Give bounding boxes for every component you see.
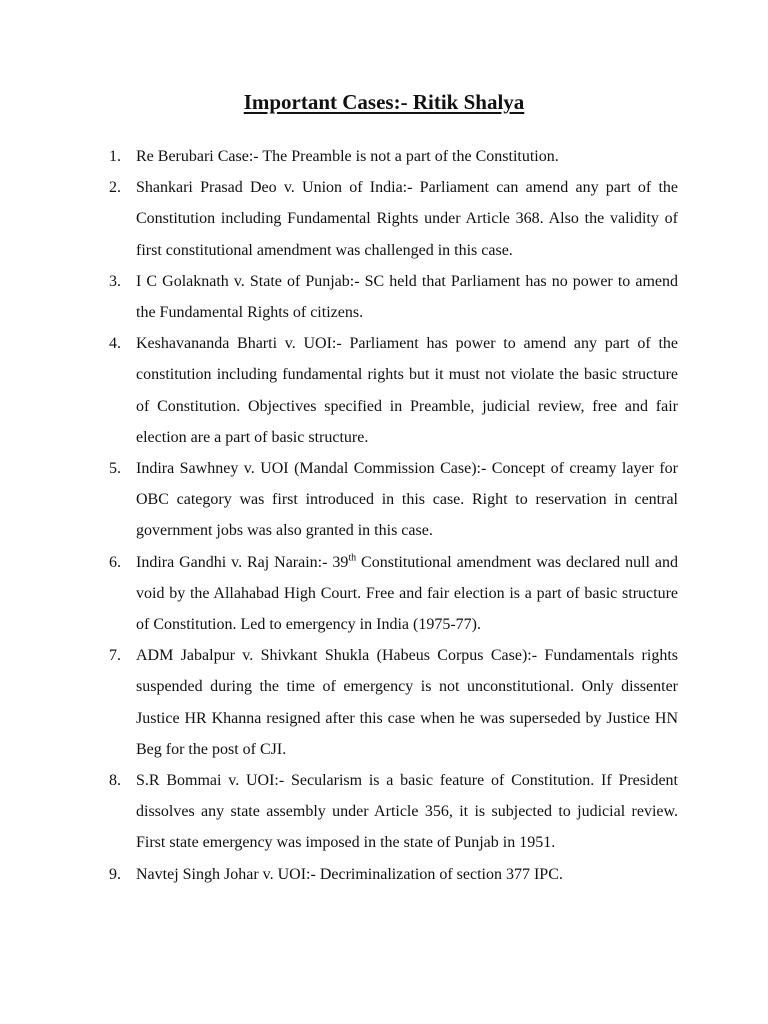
list-item-number: 6. <box>109 553 121 571</box>
list-item-text <box>136 554 678 633</box>
list-item-case-3 <box>103 266 678 328</box>
list-item-text: ADM Jabalpur v. Shivkant Shukla (Habeus Corpus Case):- Fundamentals rights suspended during the time of emergency is not unconstitutional. Only dissenter Justice HR Khanna resigned after this case when he was superseded by Justice HN Beg for the post of CJI. <box>136 647 678 758</box>
list-item-text: Keshavananda Bharti v. UOI:- Parliament has power to amend any part of the constitution including fundamental rights but it must not violate the basic structure of Constitution. Objectives specified in Preamble, judicial review, free and fair election are a part of basic structure. <box>136 335 678 446</box>
list-item-case-4 <box>103 328 678 453</box>
case-list <box>103 141 678 890</box>
list-item-text: S.R Bommai v. UOI:- Secularism is a basic feature of Constitution. If President dissolves any state assembly under Article 356, it is subjected to judicial review. First state emergency was imposed in the state of Punjab in 1951. <box>136 772 678 852</box>
list-item-number: 5. <box>109 460 121 478</box>
list-item-text: Shankari Prasad Deo v. Union of India:- Parliament can amend any part of the Constitution including Fundamental Rights under Article 368. Also the validity of first constitutional amendment was challenged in this case. <box>136 179 678 259</box>
list-item-text: Navtej Singh Johar v. UOI:- Decriminalization of section 377 IPC. <box>136 865 563 883</box>
list-item-number: 9. <box>109 865 121 883</box>
list-item-text: I C Golaknath v. State of Punjab:- SC held that Parliament has no power to amend the Fundamental Rights of citizens. <box>136 272 678 322</box>
list-item-number: 8. <box>109 772 121 790</box>
list-item-case-6 <box>103 547 678 641</box>
list-item-text: Indira Sawhney v. UOI (Mandal Commission Case):- Concept of creamy layer for OBC category was first introduced in this case. Right to reservation in central government jobs was also granted in this case. <box>136 460 678 540</box>
list-item-number: 2. <box>109 179 121 197</box>
case-text-after: Constitutional amendment was declared null and void by the Allahabad High Court. Free and fair election is a part of basic structure of Constitution. Led to emergency in India (1975-77). <box>136 553 678 634</box>
list-item-number: 4. <box>109 335 121 353</box>
list-item-number: 7. <box>109 647 121 665</box>
list-item-text: Re Berubari Case:- The Preamble is not a part of the Constitution. <box>136 148 559 165</box>
page-title: Important Cases:- Ritik Shalya <box>243 90 525 114</box>
list-item-case-5 <box>103 453 678 547</box>
list-item-case-8 <box>103 765 678 859</box>
list-item-case-2 <box>103 172 678 266</box>
ordinal-superscript: th <box>348 552 357 564</box>
case-text-before: Indira Gandhi v. Raj Narain:- 39 <box>136 553 349 571</box>
list-item-number: 3. <box>109 272 121 290</box>
list-item-case-9 <box>103 859 678 890</box>
list-item-case-7 <box>103 640 678 765</box>
list-item-number: 1. <box>109 148 121 165</box>
list-item-case-1 <box>103 141 678 172</box>
